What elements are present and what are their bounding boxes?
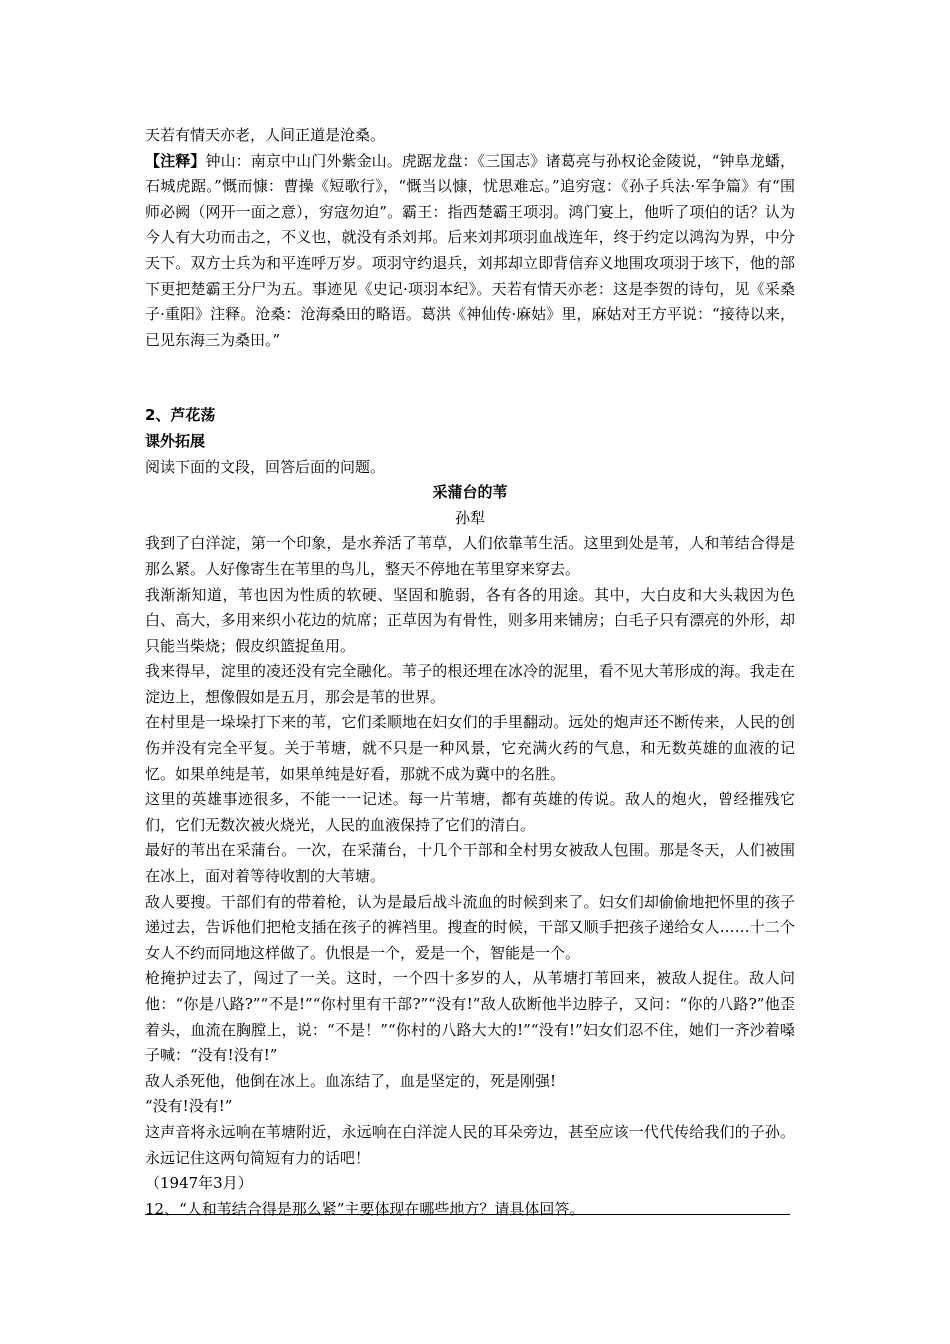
annotation-paragraph bbox=[145, 149, 795, 354]
article-paragraph: 最好的苇出在采蒲台。一次，在采蒲台，十几个干部和全村男女被敌人包围。那是冬天，人们被围在冰上，面对着等待收割的大苇塘。 bbox=[145, 841, 795, 886]
article-title: 采蒲台的苇 bbox=[432, 483, 508, 502]
annotation-tag: 【注释】 bbox=[145, 151, 206, 170]
article-paragraph: 这声音将永远响在苇塘附近，永远响在白洋淀人民的耳朵旁边，甚至应该一代代传给我们的子孙。永远记住这两句简短有力的话吧！ bbox=[145, 1122, 795, 1167]
answer-line bbox=[145, 1214, 790, 1215]
section-subheading: 课外拓展 bbox=[145, 431, 206, 450]
question-12: 12、“人和苇结合得是那么紧”主要体现在哪些地方？请具体回答。 bbox=[145, 1199, 585, 1218]
article-paragraph: 在村里是一垛垛打下来的苇，它们柔顺地在妇女们的手里翻动。远处的炮声还不断传来，人民的创伤并没有完全平复。关于苇塘，就不只是一种风景，它充满火药的气息，和无数英雄的血液的记忆。如果单纯是苇，如果单纯是好看，那就不成为冀中的名胜。 bbox=[145, 713, 795, 783]
article-paragraph: 敌人要搜。干部们有的带着枪，认为是最后战斗流血的时候到来了。妇女们却偷偷地把怀里的孩子递过去，告诉他们把枪支插在孩子的裤裆里。搜查的时候，干部又顺手把孩子递给女人……十二个女人不约而同地这样做了。仇恨是一个，爱是一个，智能是一个。 bbox=[145, 892, 795, 962]
reading-instruction: 阅读下面的文段，回答后面的问题。 bbox=[145, 457, 386, 476]
article-paragraph: 我来得早，淀里的凌还没有完全融化。苇子的根还埋在冰冷的泥里，看不见大苇形成的海。我走在淀边上，想像假如是五月，那会是苇的世界。 bbox=[145, 662, 795, 706]
poem-last-line: 天若有情天亦老，人间正道是沧桑。 bbox=[145, 126, 386, 144]
annotation-text: 钟山：南京中山门外紫金山。虎踞龙盘：《三国志》诸葛亮与孙权论金陵说，“钟阜龙蟠，石城虎踞。”慨而慷：曹操《短歌行》，“慨当以慷，忧思难忘。”追穷寇：《孙子兵法·军争篇》有“围师必阙（网开一面之意），穷寇勿迫”。霸王：指西楚霸王项羽。鸿门宴上，他听了项伯的话？认为今人有大功而击之，不义也，就没有杀刘邦。后来刘邦项羽血战连年，终于约定以鸿沟为界，中分天下。双方士兵为和平连呼万岁。项羽守约退兵，刘邦却立即背信弃义地围攻项羽于垓下，他的部下更把楚霸王分尸为五。事迹见《史记·项羽本纪》。天若有情天亦老：这是李贺的诗句，见《采桑子·重阳》注释。沧桑：沧海桑田的略语。葛洪《神仙传·麻姑》里，麻姑对王方平说：“接待以来，已见东海三为桑田。” bbox=[145, 151, 795, 349]
spacer bbox=[145, 353, 795, 403]
article-paragraph: “没有!没有!” bbox=[145, 1097, 233, 1116]
article-paragraph: 我渐渐知道，苇也因为性质的软硬、坚固和脆弱，各有各的用途。其中，大白皮和大头栽因为色白、高大，多用来织小花边的炕席；正草因为有骨性，则多用来铺房；白毛子只有漂亮的外形，却只能当柴烧；假皮织篮捉鱼用。 bbox=[145, 585, 795, 655]
article-paragraph: 枪掩护过去了，闯过了一关。这时，一个四十多岁的人，从苇塘打苇回来，被敌人捉住。敌人问他：“你是八路?”“不是!”“你村里有干部?”“没有!”敌人砍断他半边脖子，又问：“你的八路?”他歪着头，血流在胸膛上，说：“不是！”“你村的八路大大的!”“没有!”妇女们忍不住，她们一齐沙着嗓子喊：“没有!没有!” bbox=[145, 969, 795, 1065]
article-paragraph: 我到了白洋淀，第一个印象，是水养活了苇草，人们依靠苇生活。这里到处是苇，人和苇结合得是那么紧。人好像寄生在苇里的鸟儿，整天不停地在苇里穿来穿去。 bbox=[145, 534, 795, 578]
document-page bbox=[145, 123, 795, 1222]
article-paragraph: 敌人杀死他，他倒在冰上。血冻结了，血是坚定的，死是刚强! bbox=[145, 1071, 557, 1090]
section-heading: 2、芦花荡 bbox=[145, 406, 216, 425]
article-date: （1947年3月） bbox=[145, 1174, 253, 1193]
article-paragraph: 这里的英雄事迹很多，不能一一记述。每一片苇塘，都有英雄的传说。敌人的炮火，曾经摧残它们，它们无数次被火烧光，人民的血液保持了它们的清白。 bbox=[145, 790, 795, 834]
article-author: 孙犁 bbox=[454, 508, 485, 527]
